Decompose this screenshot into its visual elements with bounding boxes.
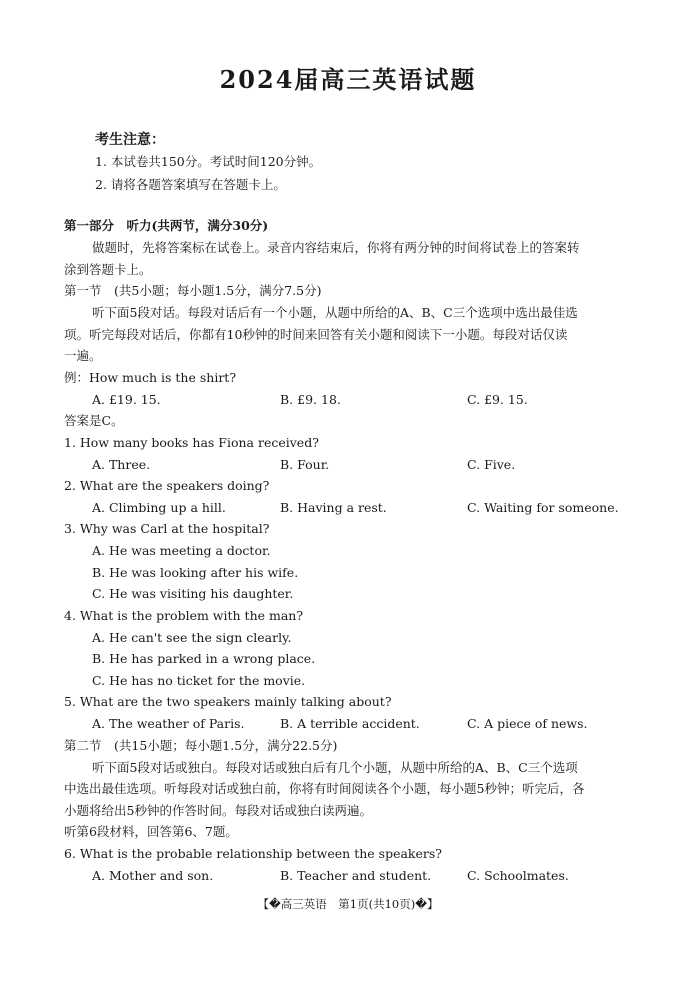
part1-intro-line-1: 做题时，先将答案标在试卷上。录音内容结束后，你将有两分钟的时间将试卷上的答案转 xyxy=(92,240,580,255)
section2-instr-line-1: 听下面5段对话或独白。每段对话或独白后有几个小题，从题中所给的A、B、C三个选项 xyxy=(92,760,578,775)
notice-item-1: 1. 本试卷共150分。考试时间120分钟。 xyxy=(95,154,322,169)
question-6-option-a: A. Mother and son. xyxy=(92,868,214,883)
question-6-option-c: C. Schoolmates. xyxy=(467,868,569,883)
question-3-option-a: A. He was meeting a doctor. xyxy=(92,543,271,558)
part1-intro-line-2: 涂到答题卡上。 xyxy=(64,262,152,277)
section2-instr-line-2: 中选出最佳选项。听每段对话或独白前，你将有时间阅读各个小题，每小题5秒钟；听完后，各 xyxy=(64,781,585,796)
question-6-option-b: B. Teacher and student. xyxy=(280,868,432,883)
page-title: 2024届高三英语试题 xyxy=(219,65,477,94)
section1-heading: 第一节 (共5小题；每小题1.5分，满分7.5分) xyxy=(64,283,322,298)
page-footer: 【�高三英语 第1页(共10页)�】 xyxy=(257,897,439,911)
question-6-stem: 6. What is the probable relationship between the speakers? xyxy=(64,846,442,861)
question-1-stem: 1. How many books has Fiona received? xyxy=(64,435,319,450)
question-4-option-a: A. He can't see the sign clearly. xyxy=(92,630,292,645)
example-question: 例：How much is the shirt? xyxy=(64,370,237,385)
question-3-stem: 3. Why was Carl at the hospital? xyxy=(64,521,270,536)
question-2-option-c: C. Waiting for someone. xyxy=(467,500,619,515)
question-4-option-b: B. He has parked in a wrong place. xyxy=(92,651,316,666)
section1-instr-line-1: 听下面5段对话。每段对话后有一个小题，从题中所给的A、B、C三个选项中选出最佳选 xyxy=(92,305,578,320)
example-answer: 答案是C。 xyxy=(64,413,124,428)
section2-heading: 第二节 (共15小题；每小题1.5分，满分22.5分) xyxy=(64,738,338,753)
question-2-option-b: B. Having a rest. xyxy=(280,500,387,515)
example-option-b: B. £9. 18. xyxy=(280,392,341,407)
section1-instr-line-3: 一遍。 xyxy=(64,348,102,363)
question-5-option-c: C. A piece of news. xyxy=(467,716,588,731)
section2-material: 听第6段材料，回答第6、7题。 xyxy=(64,824,238,839)
question-1-option-c: C. Five. xyxy=(467,457,516,472)
question-1-option-a: A. Three. xyxy=(92,457,151,472)
question-4-option-c: C. He has no ticket for the movie. xyxy=(92,673,306,688)
question-3-option-c: C. He was visiting his daughter. xyxy=(92,586,294,601)
question-5-stem: 5. What are the two speakers mainly talking about? xyxy=(64,694,392,709)
notice-heading: 考生注意： xyxy=(95,132,165,148)
question-1-option-b: B. Four. xyxy=(280,457,330,472)
section2-instr-line-3: 小题将给出5秒钟的作答时间。每段对话或独白读两遍。 xyxy=(64,803,372,818)
question-2-option-a: A. Climbing up a hill. xyxy=(92,500,226,515)
example-option-c: C. £9. 15. xyxy=(467,392,528,407)
notice-item-2: 2. 请将各题答案填写在答题卡上。 xyxy=(95,177,286,192)
section1-instr-line-2: 项。听完每段对话后，你都有10秒钟的时间来回答有关小题和阅读下一小题。每段对话仅读 xyxy=(64,327,568,342)
question-5-option-b: B. A terrible accident. xyxy=(280,716,420,731)
question-4-stem: 4. What is the problem with the man? xyxy=(64,608,304,623)
question-3-option-b: B. He was looking after his wife. xyxy=(92,565,299,580)
question-5-option-a: A. The weather of Paris. xyxy=(92,716,245,731)
part1-heading: 第一部分 听力(共两节，满分30分) xyxy=(64,218,269,233)
question-2-stem: 2. What are the speakers doing? xyxy=(64,478,270,493)
example-option-a: A. £19. 15. xyxy=(92,392,161,407)
